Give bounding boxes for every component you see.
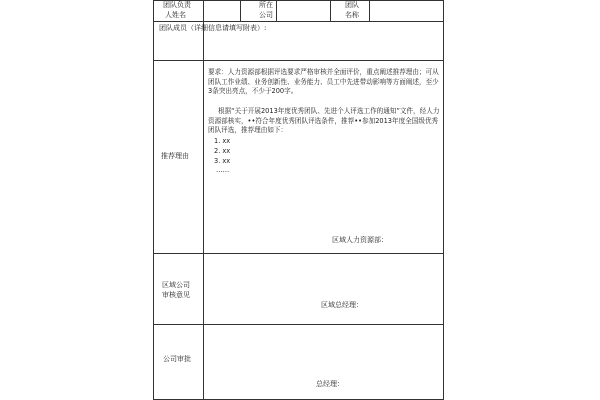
team-name-label-line1: 团队	[345, 1, 359, 9]
row-line-recommend	[153, 253, 443, 254]
header-divider-1	[240, 0, 241, 21]
team-members-label: 团队成员（详细信息请填写附表）:	[159, 24, 267, 32]
table-border-right	[443, 0, 444, 400]
recommend-reason-label: 推荐理由	[161, 152, 189, 160]
reason-item-1: 1. xx	[214, 137, 231, 145]
team-name-label-line2: 名称	[345, 11, 359, 19]
recommendation-basis-text: 根据“关于开展2013年度优秀团队、先进个人评选工作的通知”文件，经人力资源部核实，••符合年度优秀团队评选条件，推荐••参加2013年度全国级优秀团队评选，推荐理由如下：	[208, 107, 440, 134]
reason-item-2: 2. xx	[214, 147, 231, 155]
reason-item-ellipsis: ……	[216, 166, 230, 174]
requirement-text: 要求：人力资源部根据评选要求严格审核并全面评价，重点阐述推荐理由；可从团队工作业绩、业务创新性、业务能力、员工中先进带动影响等方面阐述，至少3条突出亮点，不少于200字。	[208, 68, 439, 95]
leader-name-label-line2: 人姓名	[165, 11, 186, 19]
company-approval-label: 公司审批	[163, 355, 191, 363]
regional-gm-signature-label: 区域总经理：	[321, 301, 363, 309]
header-divider-2	[276, 0, 277, 21]
company-label-line1: 所在	[259, 1, 273, 9]
header-divider-4	[369, 0, 370, 21]
leader-name-label-line1: 团队负责	[163, 1, 191, 9]
regional-hr-signature-label: 区域人力资源部：	[332, 236, 388, 244]
company-label-line2: 公司	[259, 11, 273, 19]
gm-signature-label: 总经理：	[316, 380, 344, 388]
row-line-top	[153, 0, 443, 1]
header-divider-3	[330, 0, 331, 21]
row-line-header	[153, 21, 443, 22]
regional-review-label-line1: 区域公司	[162, 281, 190, 289]
row-line-regional	[153, 324, 443, 325]
reason-item-3: 3. xx	[214, 157, 231, 165]
row-line-members	[153, 60, 443, 61]
regional-review-label-line2: 审核意见	[162, 291, 190, 299]
